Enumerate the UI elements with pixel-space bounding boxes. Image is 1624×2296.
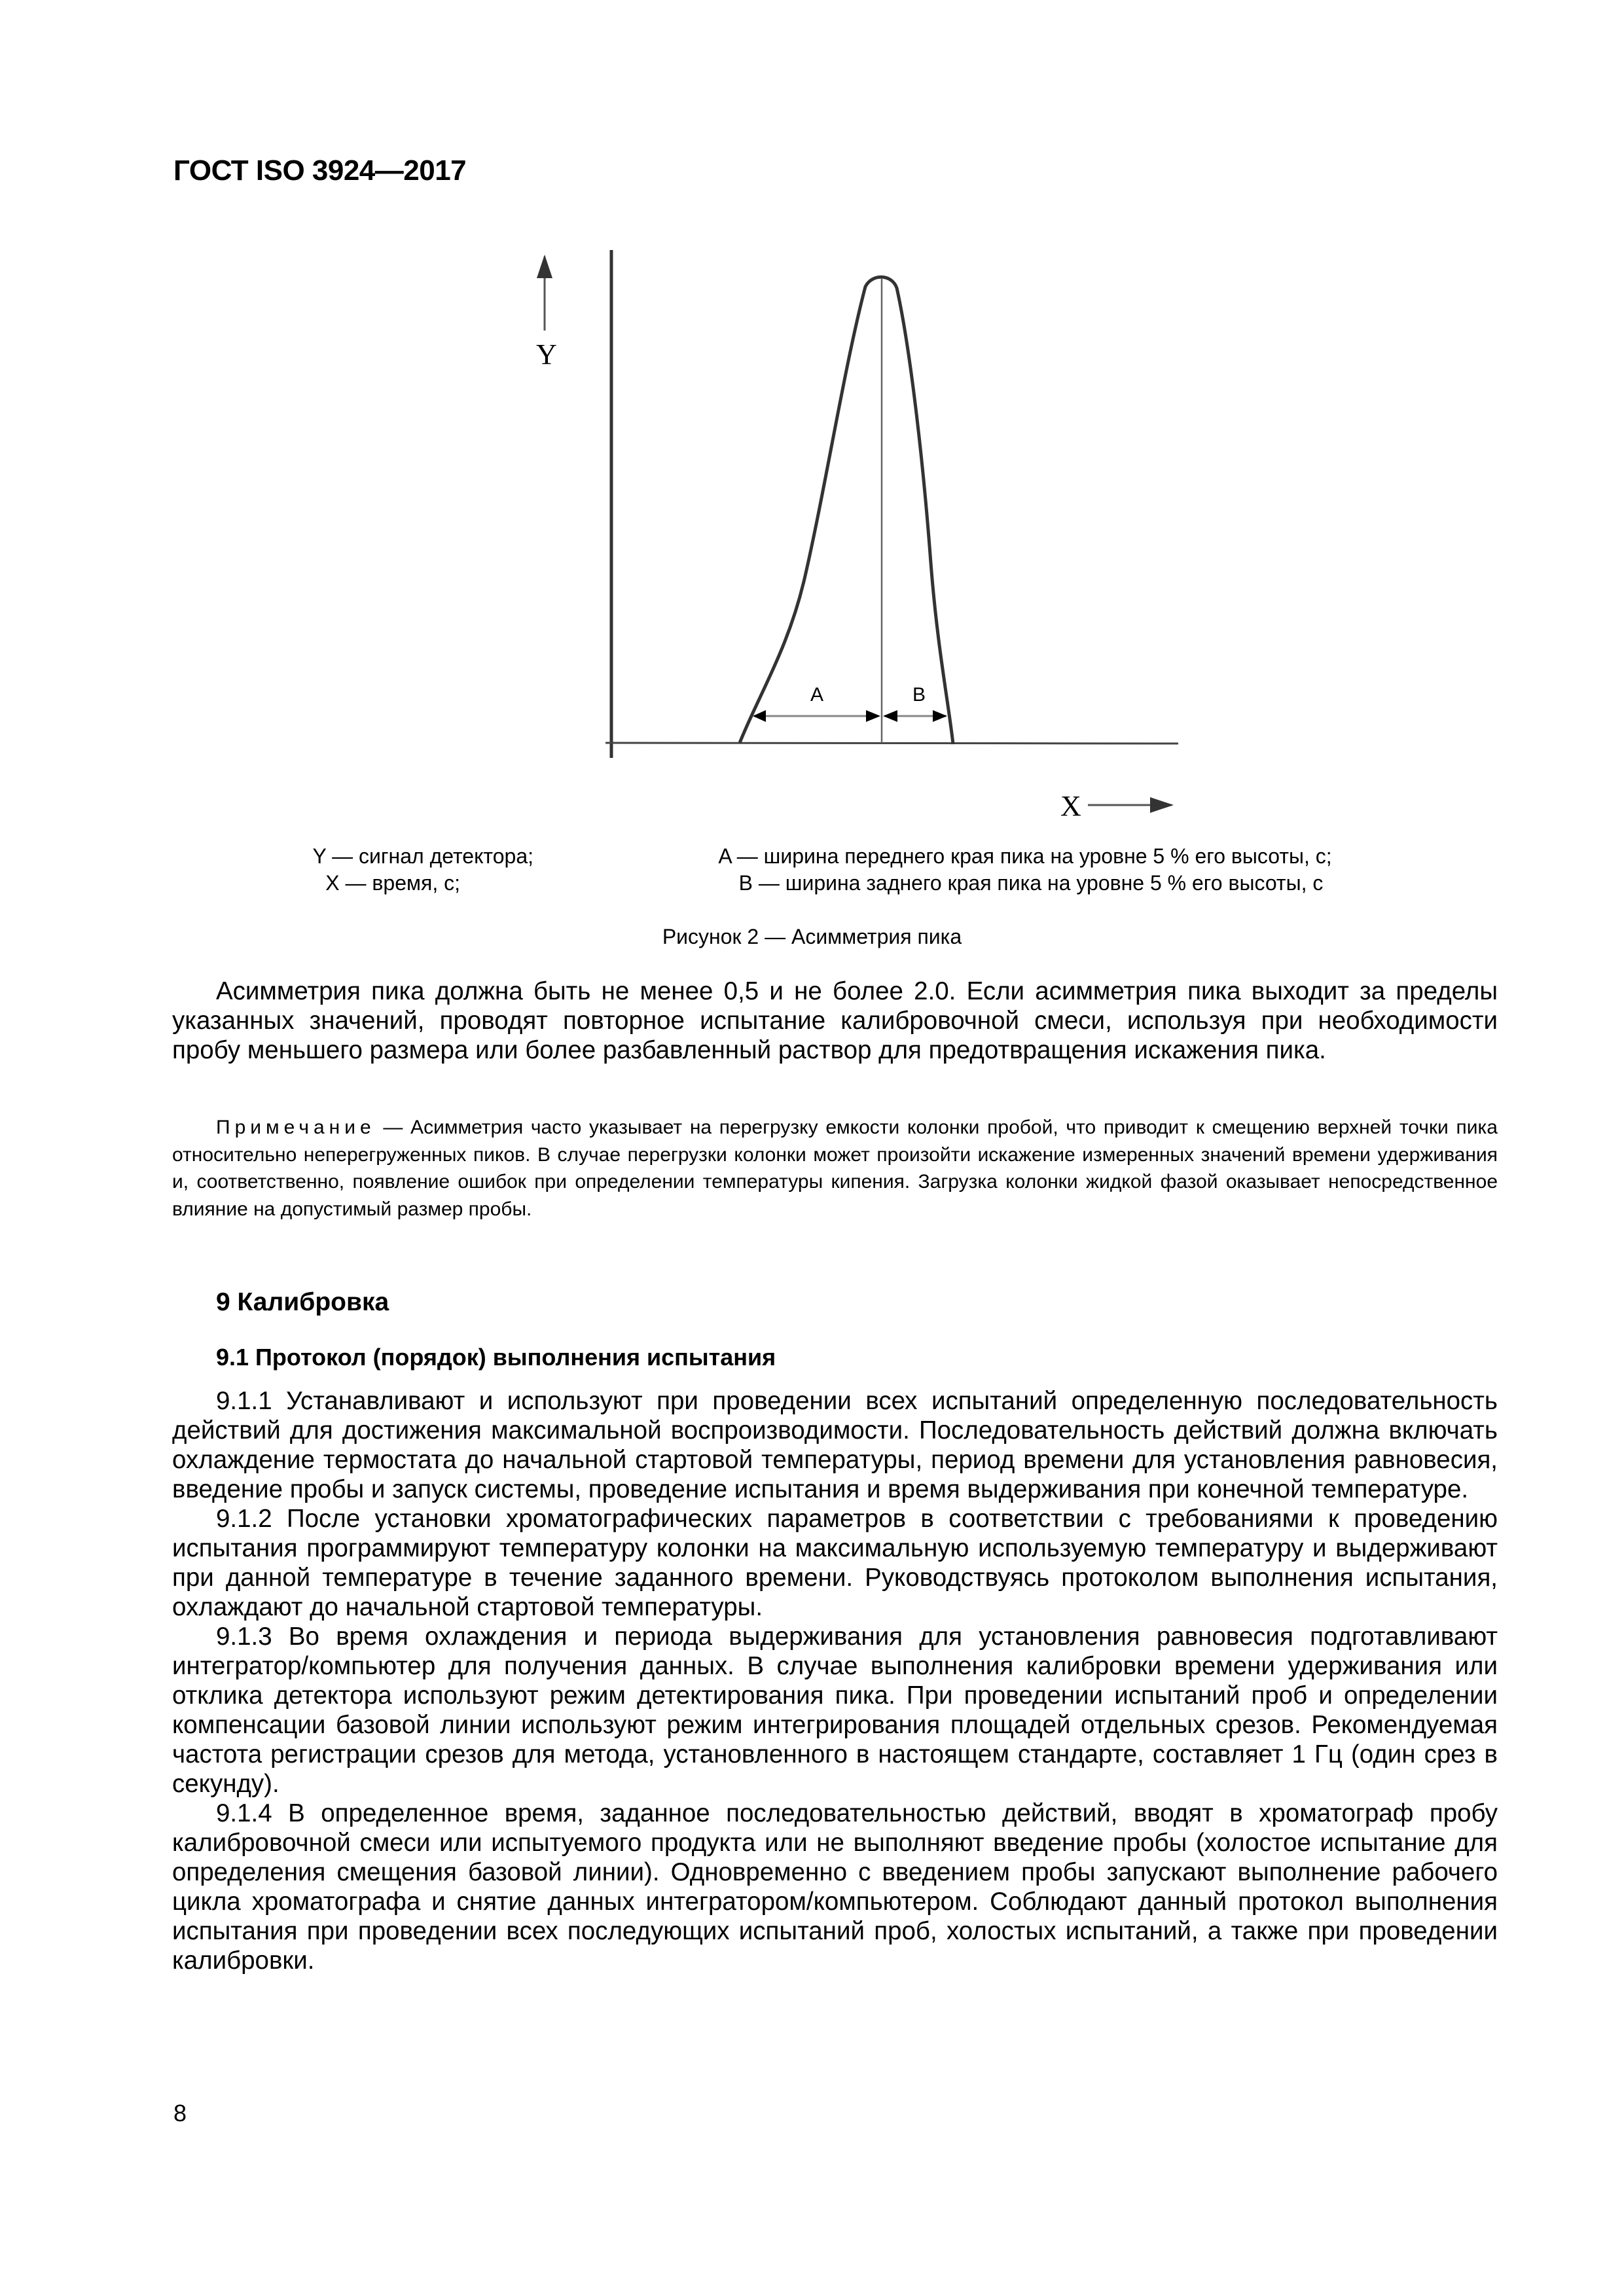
figure-legend-left <box>242 843 533 897</box>
clause-9-1-2: 9.1.2 После установки хроматографических параметров в соответствии с требованиями к проведению испытания программируют температуру колонки на максимальную используемую температуру и выдерживают при данной температуре в течение заданного времени. Руководствуясь протоколом выполнения испытания, охлаждают до начальной стартовой температуры. <box>172 1505 1498 1621</box>
peak-asymmetry-figure <box>0 0 1624 851</box>
clause-9-1-1: 9.1.1 Устанавливают и используют при проведении всех испытаний определенную последовательность действий для достижения максимальной воспроизводимости. Последовательность действий должна включать охлаждение термостата до начальной стартовой температуры, период времени для установления равновесия, введение пробы и запуск системы, проведение испытания и время выдерживания при конечной температуре. <box>172 1387 1498 1503</box>
x-axis-baseline <box>605 743 1178 744</box>
legend-item-y: Y — сигнал детектора; <box>312 844 533 868</box>
note-text: — Асимметрия часто указывает на перегрузку емкости колонки пробой, что приводит к смещению верхней точки пика относительно неперегруженных пиков. В случае перегрузки колонки может произойти искажение измеренных значений времени удерживания и, соответственно, появление ошибок при определении температуры кипения. Загрузка колонки жидкой фазой оказывает непосредственное влияние на допустимый размер пробы. <box>172 1117 1498 1220</box>
page-number: 8 <box>173 2100 187 2126</box>
figure-legend-right <box>659 843 1392 897</box>
legend-item-b: B — ширина заднего края пика на уровне 5 % его высоты, с <box>738 871 1324 895</box>
asymmetry-text: Асимметрия пика должна быть не менее 0,5 и не более 2.0. Если асимметрия пика выходит за пределы указанных значений, проводят повторное испытание калибровочной смеси, используя при необходимости пробу меньшего размера или более разбавленный раствор для предотвращения искажения пика. <box>172 977 1498 1064</box>
section-body <box>172 1386 1498 1975</box>
legend-item-a: A — ширина переднего края пика на уровне 5 % его высоты, с; <box>718 844 1332 868</box>
segment-a-label: A <box>810 684 824 706</box>
legend-item-x: X — время, с; <box>325 871 460 895</box>
segment-a-dimension <box>753 710 880 722</box>
x-axis-label: X <box>1060 790 1081 822</box>
segment-b-dimension <box>883 710 947 722</box>
figure-caption: Рисунок 2 — Асимметрия пика <box>662 925 962 948</box>
document-header: ГОСТ ISO 3924—2017 <box>173 154 467 187</box>
segment-b-label: B <box>912 684 926 706</box>
clause-9-1-4: 9.1.4 В определенное время, заданное последовательностью действий, вводят в хроматограф пробу калибровочной смеси или испытуемого продукта или не выполняют введение пробы (холостое испытание для определения смещения базовой линии). Одновременно с введением пробы запускают выполнение рабочего цикла хроматографа и снятие данных интегратором/компьютером. Соблюдают данный протокол выполнения испытания при проведении всех последующих испытаний проб, холостых испытаний, а также при проведении калибровки. <box>172 1799 1498 1975</box>
section-heading: 9 Калибровка <box>216 1288 389 1316</box>
subsection-heading: 9.1 Протокол (порядок) выполнения испытания <box>216 1344 776 1371</box>
note-block <box>172 1114 1498 1223</box>
y-axis-label: Y <box>536 338 557 370</box>
peak-curve <box>740 277 953 744</box>
asymmetry-paragraph <box>172 977 1498 1065</box>
note-label: Примечание <box>216 1117 376 1138</box>
clause-9-1-3: 9.1.3 Во время охлаждения и периода выдерживания для установления равновесия подготавливают интегратор/компьютер для получения данных. В случае выполнения калибровки времени удерживания или отклика детектора используют режим детектирования пика. При проведении испытаний проб и определении компенсации базовой линии используют режим интегрирования площадей отдельных срезов. Рекомендуемая частота регистрации срезов для метода, установленного в настоящем стандарте, составляет 1 Гц (один срез в секунду). <box>172 1623 1498 1798</box>
